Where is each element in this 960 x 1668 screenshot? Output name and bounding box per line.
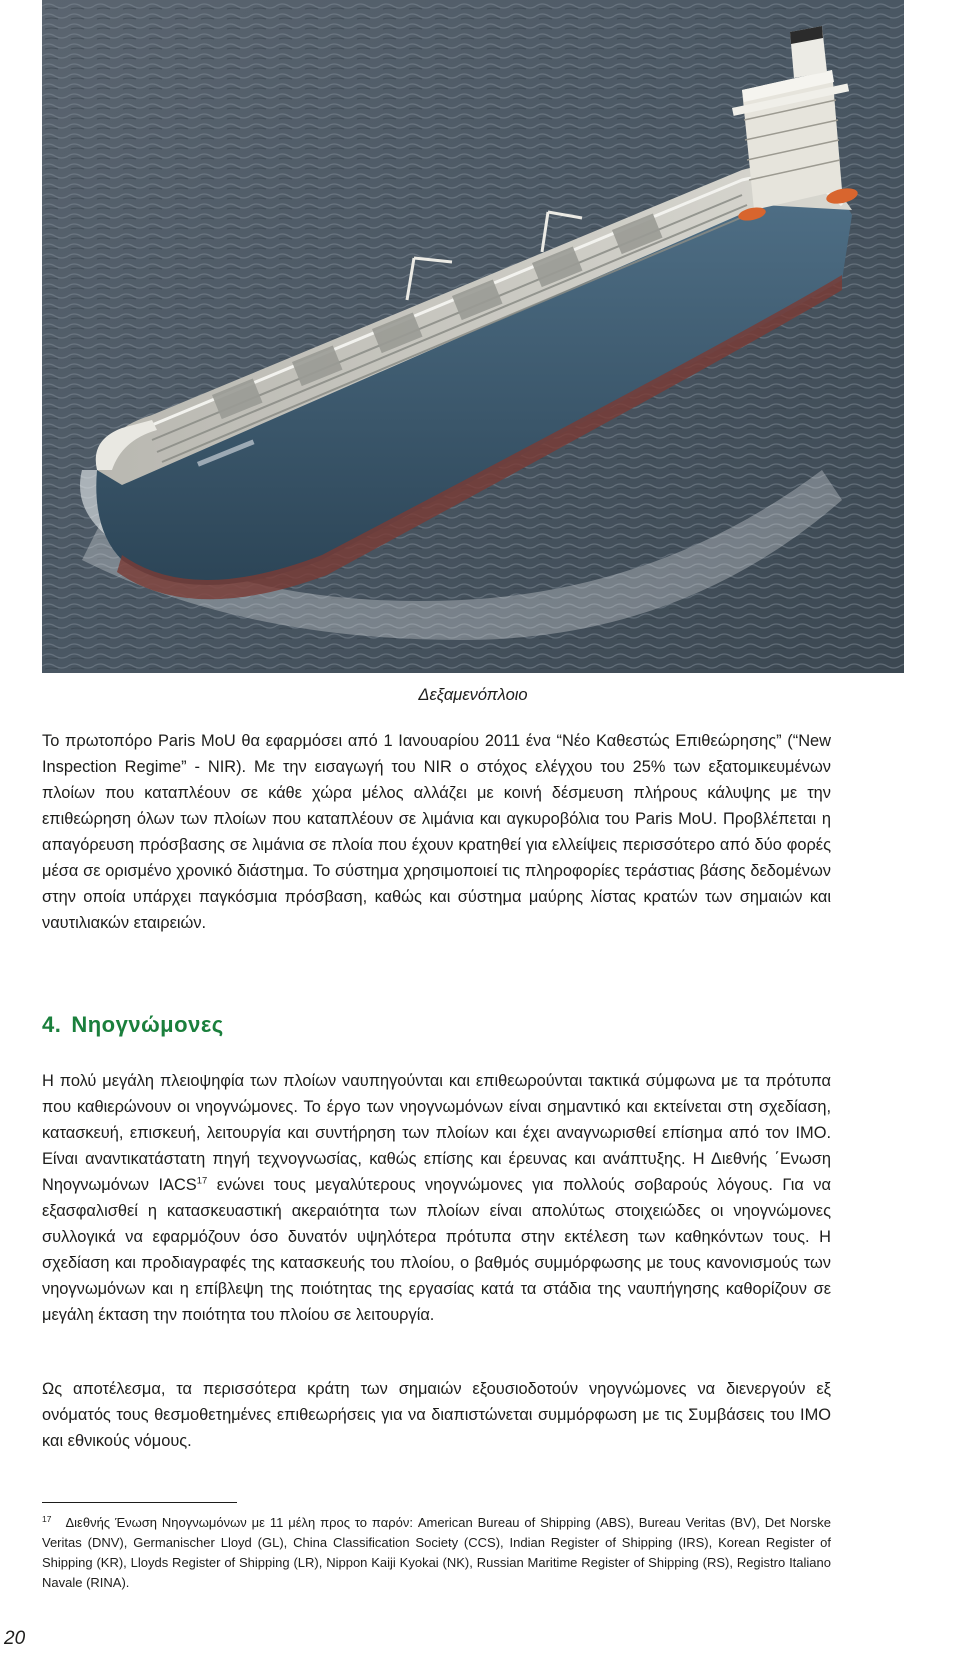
footnote-number: 17 — [42, 1513, 52, 1524]
section-number: 4. — [42, 1012, 62, 1037]
paragraph-2-text-end: ενώνει τους μεγαλύτερους νηογνώμονες για πολλούς σοβαρούς λόγους. Για να εξασφαλισθεί η κατασκευαστική ακεραιότητα των πλοίων είναι απολύτως στοιχειώδες οι νηογνώμονες συλλογικά να εφαρμόζουν όσο δυνατόν υψηλότερα πρότυπα στην εκτέλεση των καθηκόντων τους. Η σχεδίαση και προδιαγραφές της κατασκευής του πλοίου, ο βαθμός συμμόρφωσης με τους κανονισμούς των νηογνωμόνων και η επίβλεψη της ποιότητας της εργασίας κατά τα στάδια της ναυπήγησης καθορίζουν σε μεγάλη έκταση την ποιότητα του πλοίου σε λειτουργία. — [42, 1176, 831, 1324]
paragraph-2-text-start: Η πολύ μεγάλη πλειοψηφία των πλοίων ναυπηγούνται και επιθεωρούνται τακτικά σύμφωνα με τα πρότυπα που καθιερώνουν οι νηογνώμονες. Το έργο των νηογνωμόνων είναι σημαντικό και εκτείνεται στη σχεδίαση, κατασκευή, επισκευή, λειτουργία και συντήρηση των πλοίων και έχει αναγνωρισθεί επίσημα από τον ΙΜΟ. Είναι αναντικατάστατη πηγή τεχνογνωσίας, καθώς επίσης και έρευνας και ανάπτυξης. Η Διεθνής ΄Ενωση Νηογνωμόνων IACS — [42, 1072, 831, 1194]
paragraph-classification-societies — [42, 1068, 831, 1328]
section-heading — [42, 1012, 224, 1038]
paragraph-paris-mou: Το πρωτοπόρο Paris MoU θα εφαρμόσει από 1 Ιανουαρίου 2011 ένα “Νέο Καθεστώς Επιθεώρησης” (“New Inspection Regime” - NIR). Με την εισαγωγή του NIR ο στόχος ελέγχου του 25% των εξατομικευμένων πλοίων που καταπλέουν σε κάθε χώρα μέλος αλλάζει με κοινή δέσμευση πλήρους κάλυψης με την επιθεώρηση όλων των πλοίων που καταπλέουν σε λιμάνια και αγκυροβόλια του Paris MoU. Προβλέπεται η απαγόρευση πρόσβασης σε λιμάνια σε πλοία που έχουν κρατηθεί για ελλείψεις περισσότερο από δύο φορές μέσα σε ορισμένο χρονικό διάστημα. Το σύστημα χρησιμοποιεί τις πληροφορίες τεράστιας βάσης δεδομένων στην οποία υπάρχει παγκόσμια πρόσβαση, καθώς και σύστημα μαύρης λίστας κρατών των σημαιών και ναυτιλιακών εταιρειών. — [42, 732, 831, 932]
footnote — [42, 1513, 831, 1593]
page-number: 20 — [4, 1628, 26, 1649]
section-title: Νηογνώμονες — [71, 1012, 224, 1037]
photo-caption: Δεξαμενόπλοιο — [418, 686, 528, 704]
footnote-divider — [42, 1502, 237, 1503]
tanker-ship-photo — [42, 0, 904, 673]
tanker-ship-illustration — [42, 0, 904, 673]
paragraph-flag-states: Ως αποτέλεσμα, τα περισσότερα κράτη των σημαιών εξουσιοδοτούν νηογνώμονες να διενεργούν εξ ονόματός τους θεσμοθετημένες επιθεωρήσεις για να διαπιστώνεται συμμόρφωση με τις Συμβάσεις του ΙΜΟ και εθνικούς νόμους. — [42, 1380, 831, 1450]
footnote-text: Διεθνής Ένωση Νηογνωμόνων με 11 μέλη προς το παρόν: American Bureau of Shipping (ABS), Bureau Veritas (BV), Det Norske Veritas (DNV), Germanischer Lloyd (GL), China Classification Society (CCS), Indian Register of Shipping (IRS), Korean Register of Shipping (KR), Lloyds Register of Shipping (LR), Nippon Kaiji Kyokai (NK), Russian Maritime Register of Shipping (RS), Registro Italiano Navale (RINA). — [42, 1515, 831, 1590]
footnote-reference[interactable]: 17 — [196, 1175, 208, 1187]
